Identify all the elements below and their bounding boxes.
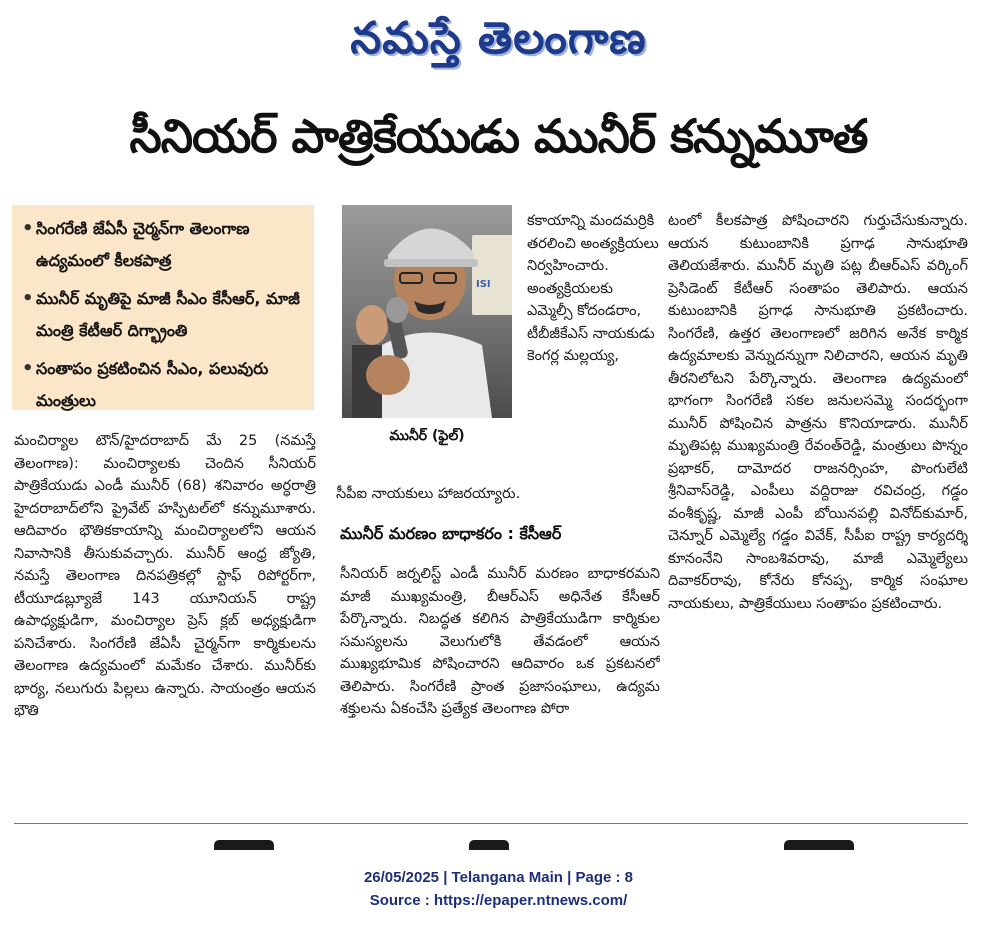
section-divider [14,823,968,824]
masthead-logo [0,4,997,74]
headline: సీనియర్ పాత్రికేయుడు మునీర్ కన్నుమూత [129,109,868,163]
signboard-text: ISI [476,279,491,290]
footer-source-link[interactable]: Source : https://epaper.ntnews.com/ [369,892,628,909]
footer-date-line: 26/05/2025 | Telangana Main | Page : 8 [363,869,634,886]
article-column-2-top: కకాయాన్ని మందమర్రికి తరలించి అంత్యక్రియలు నిర్వహించారు. అంత్యక్రియలకు ఎమ్మెల్సీ కోదండరాం, టీబీజీకేఎస్ నాయకుడు కెంగర్ల మల్లయ్య, [527,213,659,364]
article-column-1: మంచిర్యాల టౌన్/హైదరాబాద్ మే 25 (నమస్తే తెలంగాణ): మంచిర్యాలకు చెందిన సీనియర్ పాత్రికేయుడు ఎండీ మునీర్ (68) శనివారం అర్ధరాత్రి హైదరాబాద్‌లోని ప్రైవేట్ హస్పిటల్‌లో కన్నుమూశారు. ఆదివారం భౌతికకాయాన్ని మంచిర్యాలలోని ఆయన నివాసానికి తీసుకువచ్చారు. మునీర్ ఆంధ్ర జ్యోతి, నమస్తే తెలంగాణ దినపత్రికల్లో స్టాఫ్ రిపోర్టర్‌గా, టీయూడబ్ల్యూజే 143 యూనియన్ రాష్ట్ర ఉపాధ్యక్షుడిగా, మంచిర్యాల ప్రెస్ క్లబ్ అధ్యక్షుడిగా పనిచేశారు. సింగరేణి జేఏసీ చైర్మన్‌గా కార్మికులను తెలంగాణ ఉద్యమంలో మమేకం చేశారు. మునీర్‌కు భార్య, నలుగురు పిల్లలు ఉన్నారు. సాయంత్రం ఆయన భౌతి [14,433,316,719]
highlights-box [12,205,314,410]
text-fragment [214,840,274,850]
bullet-icon: • [22,288,34,309]
article-column-2-line: సీపీఐ నాయకులు హాజరయ్యారు. [336,486,521,502]
bullet-icon: • [22,358,34,379]
article-column-3: టంలో కీలకపాత్ర పోషించారని గుర్తుచేసుకున్నారు. ఆయన కుటుంబానికి ప్రగాఢ సానుభూతి తెలియజేశారు. మునీర్ మృతి పట్ల బీఆర్ఎస్ వర్కింగ్ ప్రెసిడెంట్ కేటీఆర్ సంతాపం తెలిపారు. ఆయన కుటుంబానికి ప్రగాఢ సానుభూతి ప్రకటించారు. సింగరేణి, ఉత్తర తెలంగాణలో జరిగిన అనేక కార్మిక ఉద్యమాలకు వెన్నుదన్నుగా నిలిచారని, ఆయన మృతి తీరనిలోటని పేర్కొన్నారు. తెలంగాణ ఉద్యమంలో భాగంగా సింగరేణి సకల జనులసమ్మె సందర్భంగా మునీర్ పోషించిన పాత్రను కొనియాడారు. మునీర్ మృతిపట్ల ముఖ్యమంత్రి రేవంత్‌రెడ్డి, మంత్రులు పొన్నం ప్రభాకర్, దామోదర రాజనర్సింహ, పొంగులేటి శ్రీనివాస్‌రెడ్డి, ఎంపీలు వద్దిరాజు రవిచంద్ర, గడ్డం వంశీకృష్ణ, మాజీ ఎంపీ బోయినపల్లి వినోద్‌కుమార్, చెన్నూర్ ఎమ్మెల్యే గడ్డం వివేక్, సీపీఐ రాష్ట్ర కార్యదర్శి కూనంనేని సాంబశివరావు, మాజీ ఎమ్మెల్యేలు దివాకర్‌రావు, కోనేరు కోనప్ప, కార్మిక సంఘాల నాయకులు, పాత్రికేయులు సంతాపం ప్రకటించారు. [668,213,968,612]
bullet-icon: • [22,218,34,239]
highlight-text: మునీర్ మృతిపై మాజీ సీఎం కేసీఆర్, మాజీ మంత్రి కేటీఆర్ దిగ్భ్రాంతి [36,289,300,340]
text-fragment [469,840,509,850]
masthead-title: నమస్తే తెలంగాణ [350,13,647,64]
text-fragment [784,840,854,850]
next-headline-fragment [14,834,968,850]
highlight-item [22,283,306,347]
highlight-item [22,353,306,417]
article-column-2-body: సీనియర్ జర్నలిస్ట్ ఎండీ మునీర్ మరణం బాధాకరమని మాజీ ముఖ్యమంత్రి, బీఆర్ఎస్ అధినేత కేసీఆర్ పేర్కొన్నారు. నిబద్ధత కలిగిన పాత్రికేయుడిగా కార్మికుల సమస్యలను వెలుగులోకి తేవడంలో ఆయన ముఖ్యభూమిక పోషించారని ఆదివారం ఒక ప్రకటనలో తెలిపారు. సింగరేణి ప్రాంత ప్రజాసంఘాలు, ఉద్యమ శక్తులను ఏకంచేసి ప్రత్యేక తెలంగాణ పోరా [340,566,660,717]
highlight-text: సింగరేణి జేఏసీ చైర్మన్‌గా తెలంగాణ ఉద్యమంలో కీలకపాత్ర [36,219,250,270]
person-figure-icon [342,205,512,418]
article-subheading: మునీర్ మరణం బాధాకరం : కేసీఆర్ [340,524,562,543]
photo-caption: మునీర్ (ఫైల్) [389,428,465,444]
highlight-item [22,213,306,277]
highlight-text: సంతాపం ప్రకటించిన సీఎం, పలువురు మంత్రులు [36,359,269,410]
page-footer [0,866,997,916]
article-photo [342,205,512,418]
